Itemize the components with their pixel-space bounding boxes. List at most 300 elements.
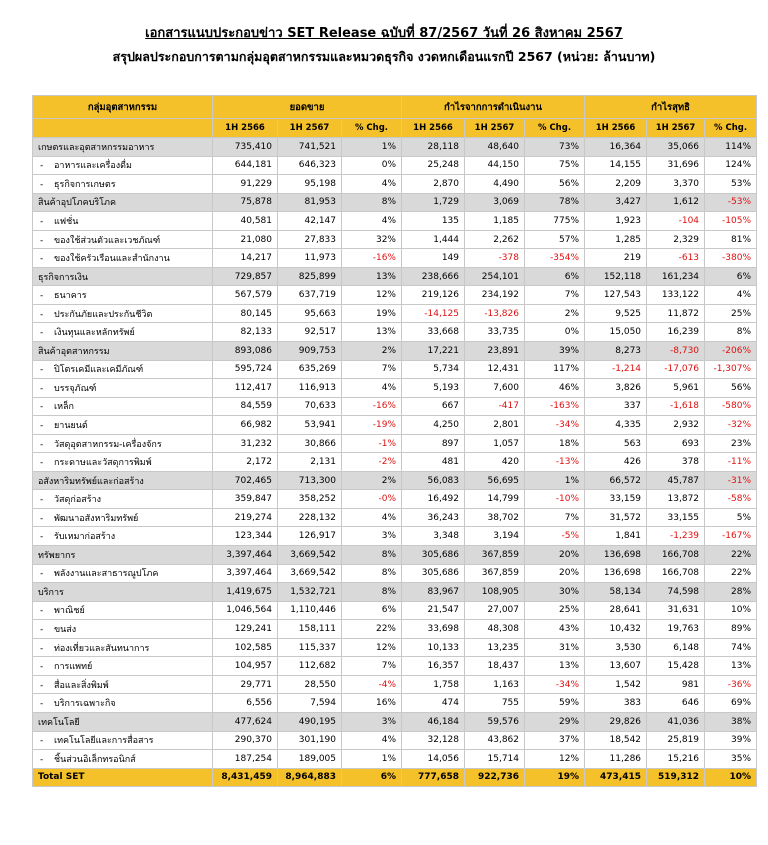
value-cell: 3,397,464 (213, 546, 278, 565)
value-cell: 11,286 (585, 750, 647, 769)
header-period: 1H 2566 (585, 119, 647, 138)
value-cell: 31,631 (647, 601, 705, 620)
pct-change-cell: -58% (705, 490, 757, 509)
group-row (33, 712, 757, 731)
industry-name: ธนาคาร (54, 291, 87, 302)
group-row (33, 138, 757, 157)
pct-change-cell: 2% (342, 471, 402, 490)
value-cell: 473,415 (585, 768, 647, 787)
value-cell: -13,826 (465, 304, 525, 323)
pct-change-cell: -0% (342, 490, 402, 509)
group-row (33, 546, 757, 565)
table-row (33, 175, 757, 194)
value-cell: 75,878 (213, 193, 278, 212)
pct-change-cell: 12% (342, 638, 402, 657)
pct-change-cell: 56% (705, 379, 757, 398)
value-cell: 909,753 (278, 342, 342, 361)
industry-name-cell (33, 138, 213, 157)
value-cell: 637,719 (278, 286, 342, 305)
pct-change-cell: -32% (705, 416, 757, 435)
value-cell: -1,618 (647, 397, 705, 416)
value-cell: -1,239 (647, 527, 705, 546)
value-cell: 45,787 (647, 471, 705, 490)
table-row (33, 416, 757, 435)
value-cell: 667 (402, 397, 465, 416)
value-cell: 367,859 (465, 564, 525, 583)
value-cell: 1,185 (465, 212, 525, 231)
value-cell: 490,195 (278, 712, 342, 731)
value-cell: 17,221 (402, 342, 465, 361)
value-cell: 152,118 (585, 267, 647, 286)
group-row (33, 342, 757, 361)
group-row (33, 471, 757, 490)
bullet-dash: - (40, 216, 44, 227)
industry-name-cell (33, 323, 213, 342)
industry-name: บริการเฉพาะกิจ (54, 699, 116, 710)
pct-change-cell: 57% (525, 230, 585, 249)
value-cell: 2,131 (278, 453, 342, 472)
industry-name-cell (33, 675, 213, 694)
industry-name-cell (33, 638, 213, 657)
value-cell: 646,323 (278, 156, 342, 175)
group-row (33, 193, 757, 212)
value-cell: 741,521 (278, 138, 342, 157)
industry-name-cell (33, 434, 213, 453)
pct-change-cell: 78% (525, 193, 585, 212)
pct-change-cell: 38% (705, 712, 757, 731)
bullet-dash: - (40, 179, 44, 190)
industry-name: ชิ้นส่วนอิเล็กทรอนิกส์ (54, 754, 136, 765)
value-cell: 15,714 (465, 750, 525, 769)
industry-name: ของใช้ส่วนตัวและเวชภัณฑ์ (54, 235, 161, 246)
total-row (33, 768, 757, 787)
industry-name: ประกันภัยและประกันชีวิต (54, 309, 153, 320)
table-row (33, 286, 757, 305)
header-period: 1H 2567 (465, 119, 525, 138)
value-cell: 38,702 (465, 508, 525, 527)
pct-change-cell: 12% (342, 286, 402, 305)
industry-name: บริการ (38, 587, 64, 598)
header-period: 1H 2566 (213, 119, 278, 138)
industry-name: สินค้าอุปโภคบริโภค (38, 198, 116, 209)
bullet-dash: - (40, 513, 44, 524)
value-cell: 2,262 (465, 230, 525, 249)
value-cell: 13,872 (647, 490, 705, 509)
value-cell: 11,973 (278, 249, 342, 268)
pct-change-cell: 28% (705, 583, 757, 602)
table-row (33, 156, 757, 175)
value-cell: 383 (585, 694, 647, 713)
pct-change-cell: 37% (525, 731, 585, 750)
pct-change-cell: 8% (342, 546, 402, 565)
pct-change-cell: 23% (705, 434, 757, 453)
pct-change-cell: 117% (525, 360, 585, 379)
header-period: 1H 2567 (647, 119, 705, 138)
value-cell: -17,076 (647, 360, 705, 379)
industry-name-cell (33, 249, 213, 268)
value-cell: 31,232 (213, 434, 278, 453)
value-cell: 133,122 (647, 286, 705, 305)
pct-change-cell: 4% (342, 731, 402, 750)
pct-change-cell: 4% (705, 286, 757, 305)
value-cell: 777,658 (402, 768, 465, 787)
value-cell: 46,184 (402, 712, 465, 731)
pct-change-cell: -105% (705, 212, 757, 231)
value-cell: 755 (465, 694, 525, 713)
industry-name-cell (33, 267, 213, 286)
value-cell: 16,239 (647, 323, 705, 342)
value-cell: 84,559 (213, 397, 278, 416)
value-cell: 6,556 (213, 694, 278, 713)
value-cell: 16,492 (402, 490, 465, 509)
value-cell: 28,118 (402, 138, 465, 157)
value-cell: 1,046,564 (213, 601, 278, 620)
industry-name: ยานยนต์ (54, 420, 88, 431)
pct-change-cell: -53% (705, 193, 757, 212)
bullet-dash: - (40, 235, 44, 246)
value-cell: 301,190 (278, 731, 342, 750)
value-cell: 635,269 (278, 360, 342, 379)
pct-change-cell: 5% (705, 508, 757, 527)
group-row (33, 267, 757, 286)
header-period: 1H 2566 (402, 119, 465, 138)
pct-change-cell: 39% (705, 731, 757, 750)
value-cell: 1,841 (585, 527, 647, 546)
pct-change-cell: 4% (342, 212, 402, 231)
industry-name-cell (33, 712, 213, 731)
header-net-profit: กำไรสุทธิ (585, 96, 757, 119)
value-cell: 135 (402, 212, 465, 231)
table-row (33, 323, 757, 342)
industry-name-cell (33, 304, 213, 323)
value-cell: 44,150 (465, 156, 525, 175)
value-cell: 644,181 (213, 156, 278, 175)
table-row (33, 230, 757, 249)
pct-change-cell: 59% (525, 694, 585, 713)
value-cell: 112,682 (278, 657, 342, 676)
value-cell: 15,216 (647, 750, 705, 769)
table-row (33, 249, 757, 268)
pct-change-cell: 1% (342, 138, 402, 157)
value-cell: 1,057 (465, 434, 525, 453)
value-cell: 66,982 (213, 416, 278, 435)
value-cell: 15,050 (585, 323, 647, 342)
value-cell: 15,428 (647, 657, 705, 676)
value-cell: 48,308 (465, 620, 525, 639)
industry-name-cell (33, 490, 213, 509)
pct-change-cell: -11% (705, 453, 757, 472)
pct-change-cell: 0% (342, 156, 402, 175)
industry-name-cell (33, 342, 213, 361)
value-cell: -14,125 (402, 304, 465, 323)
value-cell: 10,432 (585, 620, 647, 639)
value-cell: 1,923 (585, 212, 647, 231)
pct-change-cell: 13% (525, 657, 585, 676)
pct-change-cell: -5% (525, 527, 585, 546)
value-cell: 367,859 (465, 546, 525, 565)
pct-change-cell: 2% (342, 342, 402, 361)
value-cell: 519,312 (647, 768, 705, 787)
pct-change-cell: -163% (525, 397, 585, 416)
industry-name: พาณิชย์ (54, 606, 85, 617)
document-title: เอกสารแนบประกอบข่าว SET Release ฉบับที่ 87/2567 วันที่ 26 สิงหาคม 2567 (145, 26, 623, 41)
value-cell: -1,214 (585, 360, 647, 379)
value-cell: 1,110,446 (278, 601, 342, 620)
industry-name: พัฒนาอสังหาริมทรัพย์ (54, 513, 139, 524)
bullet-dash: - (40, 402, 44, 413)
value-cell: 595,724 (213, 360, 278, 379)
industry-name-cell (33, 230, 213, 249)
value-cell: 28,550 (278, 675, 342, 694)
value-cell: 33,698 (402, 620, 465, 639)
pct-change-cell: 74% (705, 638, 757, 657)
industry-name-cell (33, 286, 213, 305)
pct-change-cell: 43% (525, 620, 585, 639)
pct-change-cell: 19% (525, 768, 585, 787)
pct-change-cell: 8% (342, 583, 402, 602)
table-row (33, 527, 757, 546)
value-cell: 1,444 (402, 230, 465, 249)
bullet-dash: - (40, 495, 44, 506)
value-cell: 219,126 (402, 286, 465, 305)
value-cell: 33,668 (402, 323, 465, 342)
value-cell: 219,274 (213, 508, 278, 527)
value-cell: 19,763 (647, 620, 705, 639)
value-cell: 41,036 (647, 712, 705, 731)
value-cell: 8,964,883 (278, 768, 342, 787)
header-period: % Chg. (705, 119, 757, 138)
bullet-dash: - (40, 606, 44, 617)
pct-change-cell: -1,307% (705, 360, 757, 379)
value-cell: 30,866 (278, 434, 342, 453)
pct-change-cell: 10% (705, 768, 757, 787)
bullet-dash: - (40, 420, 44, 431)
value-cell: 825,899 (278, 267, 342, 286)
pct-change-cell: 16% (342, 694, 402, 713)
header-period: % Chg. (342, 119, 402, 138)
header-blank (33, 119, 213, 138)
value-cell: 897 (402, 434, 465, 453)
value-cell: 693 (647, 434, 705, 453)
industry-name: เหล็ก (54, 402, 74, 413)
value-cell: 3,530 (585, 638, 647, 657)
pct-change-cell: 29% (525, 712, 585, 731)
table-row (33, 379, 757, 398)
value-cell: 31,696 (647, 156, 705, 175)
value-cell: 13,607 (585, 657, 647, 676)
value-cell: 11,872 (647, 304, 705, 323)
industry-name: ธุรกิจการเกษตร (54, 179, 116, 190)
pct-change-cell: 20% (525, 564, 585, 583)
pct-change-cell: 75% (525, 156, 585, 175)
table-row (33, 694, 757, 713)
table-row (33, 731, 757, 750)
value-cell: 14,217 (213, 249, 278, 268)
value-cell: 32,128 (402, 731, 465, 750)
value-cell: -104 (647, 212, 705, 231)
header-row-main (33, 96, 757, 119)
industry-name: อาหารและเครื่องดื่ม (54, 161, 132, 172)
industry-name-cell (33, 156, 213, 175)
value-cell: 219 (585, 249, 647, 268)
table-row (33, 564, 757, 583)
value-cell: 43,862 (465, 731, 525, 750)
value-cell: 3,826 (585, 379, 647, 398)
value-cell: -417 (465, 397, 525, 416)
value-cell: 4,335 (585, 416, 647, 435)
value-cell: 23,891 (465, 342, 525, 361)
value-cell: 1,532,721 (278, 583, 342, 602)
industry-name-cell (33, 397, 213, 416)
value-cell: 893,086 (213, 342, 278, 361)
value-cell: 21,080 (213, 230, 278, 249)
value-cell: 1,729 (402, 193, 465, 212)
value-cell: 420 (465, 453, 525, 472)
value-cell: 18,542 (585, 731, 647, 750)
industry-name-cell (33, 379, 213, 398)
industry-name: เทคโนโลยี (38, 717, 80, 728)
header-industry: กลุ่มอุตสาหกรรม (33, 96, 213, 119)
bullet-dash: - (40, 439, 44, 450)
value-cell: 2,209 (585, 175, 647, 194)
pct-change-cell: 3% (342, 527, 402, 546)
value-cell: 12,431 (465, 360, 525, 379)
pct-change-cell: 7% (342, 657, 402, 676)
value-cell: 59,576 (465, 712, 525, 731)
value-cell: 33,735 (465, 323, 525, 342)
value-cell: 136,698 (585, 564, 647, 583)
pct-change-cell: 4% (342, 508, 402, 527)
pct-change-cell: -13% (525, 453, 585, 472)
pct-change-cell: 31% (525, 638, 585, 657)
pct-change-cell: 30% (525, 583, 585, 602)
value-cell: 2,801 (465, 416, 525, 435)
bullet-dash: - (40, 328, 44, 339)
value-cell: 477,624 (213, 712, 278, 731)
value-cell: 7,600 (465, 379, 525, 398)
industry-name-cell (33, 583, 213, 602)
industry-name: แฟชั่น (54, 216, 79, 227)
industry-name-cell (33, 212, 213, 231)
bullet-dash: - (40, 532, 44, 543)
table-body (33, 138, 757, 787)
bullet-dash: - (40, 291, 44, 302)
value-cell: 35,066 (647, 138, 705, 157)
pct-change-cell: 775% (525, 212, 585, 231)
pct-change-cell: -167% (705, 527, 757, 546)
value-cell: 1,419,675 (213, 583, 278, 602)
value-cell: 42,147 (278, 212, 342, 231)
value-cell: 3,194 (465, 527, 525, 546)
pct-change-cell: 73% (525, 138, 585, 157)
bullet-dash: - (40, 458, 44, 469)
value-cell: 33,155 (647, 508, 705, 527)
value-cell: 481 (402, 453, 465, 472)
pct-change-cell: -31% (705, 471, 757, 490)
bullet-dash: - (40, 624, 44, 635)
value-cell: 359,847 (213, 490, 278, 509)
pct-change-cell: -380% (705, 249, 757, 268)
pct-change-cell: 1% (525, 471, 585, 490)
value-cell: 31,572 (585, 508, 647, 527)
value-cell: 158,111 (278, 620, 342, 639)
value-cell: 3,397,464 (213, 564, 278, 583)
industry-name: อสังหาริมทรัพย์และก่อสร้าง (38, 476, 144, 487)
bullet-dash: - (40, 365, 44, 376)
pct-change-cell: 8% (342, 193, 402, 212)
value-cell: 5,734 (402, 360, 465, 379)
value-cell: 80,145 (213, 304, 278, 323)
table-row (33, 212, 757, 231)
value-cell: 102,585 (213, 638, 278, 657)
pct-change-cell: 39% (525, 342, 585, 361)
industry-name: วัสดุอุตสาหกรรม-เครื่องจักร (54, 439, 162, 450)
value-cell: 83,967 (402, 583, 465, 602)
pct-change-cell: 0% (525, 323, 585, 342)
value-cell: 116,913 (278, 379, 342, 398)
value-cell: 305,686 (402, 564, 465, 583)
bullet-dash: - (40, 383, 44, 394)
pct-change-cell: 22% (705, 564, 757, 583)
pct-change-cell: 2% (525, 304, 585, 323)
industry-name: ปิโตรเคมีและเคมีภัณฑ์ (54, 365, 144, 376)
pct-change-cell: 13% (342, 323, 402, 342)
industry-name-cell (33, 453, 213, 472)
table-row (33, 360, 757, 379)
value-cell: 1,612 (647, 193, 705, 212)
bullet-dash: - (40, 680, 44, 691)
industry-name-cell (33, 750, 213, 769)
value-cell: 713,300 (278, 471, 342, 490)
header-row-periods (33, 119, 757, 138)
pct-change-cell: -36% (705, 675, 757, 694)
pct-change-cell: -16% (342, 397, 402, 416)
pct-change-cell: 35% (705, 750, 757, 769)
value-cell: -378 (465, 249, 525, 268)
value-cell: 8,273 (585, 342, 647, 361)
value-cell: 36,243 (402, 508, 465, 527)
pct-change-cell: 8% (705, 323, 757, 342)
industry-name: กระดาษและวัสดุการพิมพ์ (54, 458, 152, 469)
value-cell: 129,241 (213, 620, 278, 639)
value-cell: 922,736 (465, 768, 525, 787)
value-cell: 702,465 (213, 471, 278, 490)
pct-change-cell: -16% (342, 249, 402, 268)
industry-name: ขนส่ง (54, 624, 77, 635)
industry-name: สื่อและสิ่งพิมพ์ (54, 680, 109, 691)
value-cell: 2,172 (213, 453, 278, 472)
value-cell: 18,437 (465, 657, 525, 676)
industry-name-cell (33, 731, 213, 750)
pct-change-cell: -4% (342, 675, 402, 694)
value-cell: 56,695 (465, 471, 525, 490)
value-cell: 91,229 (213, 175, 278, 194)
industry-name-cell (33, 193, 213, 212)
value-cell: 2,932 (647, 416, 705, 435)
value-cell: 4,250 (402, 416, 465, 435)
value-cell: 108,905 (465, 583, 525, 602)
pct-change-cell: 114% (705, 138, 757, 157)
value-cell: 3,669,542 (278, 546, 342, 565)
industry-name-cell (33, 471, 213, 490)
industry-name: สินค้าอุตสาหกรรม (38, 346, 110, 357)
value-cell: 28,641 (585, 601, 647, 620)
pct-change-cell: 4% (342, 379, 402, 398)
industry-name-cell (33, 620, 213, 639)
value-cell: 14,056 (402, 750, 465, 769)
pct-change-cell: -10% (525, 490, 585, 509)
table-row (33, 675, 757, 694)
